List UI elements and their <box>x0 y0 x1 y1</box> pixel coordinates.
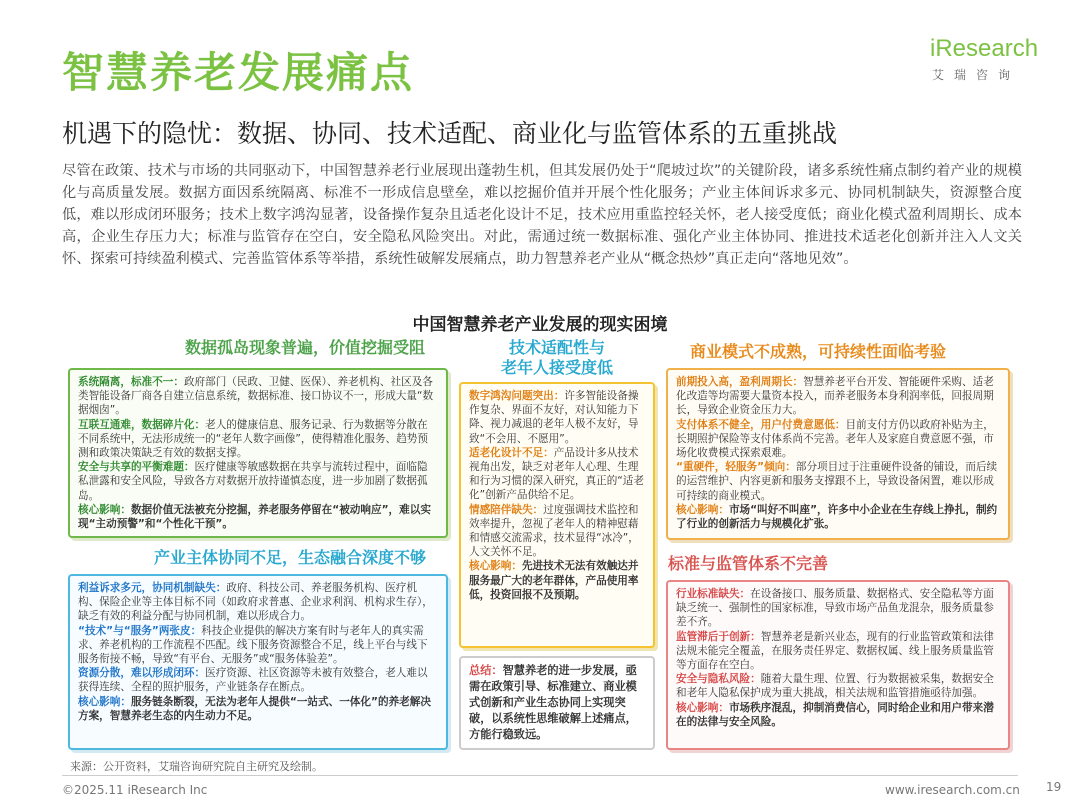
business-item: 支付体系不健全，用户付费意愿低：目前支付方仍以政府补贴为主，长期照护保险等支付体系尚不完善。老年人及家庭自费意愿不强，市场化收费模式探索艰难。 <box>676 418 994 460</box>
regulation-item: 监管滞后于创新：智慧养老是新兴业态，现有的行业监管政策和法律法规未能完全覆盖，在服务责任界定、数据权属、线上服务质量监管等方面存在空白。 <box>676 630 994 672</box>
page-title: 智慧养老发展痛点 <box>62 48 415 97</box>
regulation-impact: 核心影响：市场秩序混乱，抑制消费信心，同时给企业和用户带来潜在的法律与安全风险。 <box>676 701 994 728</box>
regulation-heading: 标准与监管体系不完善 <box>668 554 829 573</box>
data-island-impact: 核心影响：数据价值无法被充分挖掘，养老服务停留在“被动响应”，难以实现“主动预警”和“个性化干预”。 <box>78 503 431 531</box>
business-item: “重硬件，轻服务”倾向：部分项目过于注重硬件设备的铺设，而后续的运营维护、内容更新和服务支撑跟不上，导致设备闲置，难以形成可持续的商业模式。 <box>676 461 998 502</box>
figure-title: 中国智慧养老产业发展的现实困境 <box>412 315 668 335</box>
website-link[interactable]: www.iresearch.com.cn <box>885 783 1020 797</box>
source-note: 来源：公开资料，艾瑞咨询研究院自主研究及绘制。 <box>70 760 323 773</box>
summary-box <box>459 656 655 750</box>
tech-adapt-box <box>459 382 655 648</box>
tech-adapt-heading-line1: 技术适配性与 <box>508 338 605 357</box>
coordination-impact: 核心影响：服务链条断裂，无法为老年人提供“一站式、一体化”的养老解决方案，智慧养老生态的内生动力不足。 <box>78 695 431 722</box>
logo-brand: iResearch <box>930 35 1039 62</box>
data-island-item: 互联互通难，数据碎片化：老人的健康信息、服务记录、行为数据等分散在不同系统中，无法形成统一的“老年人数字画像”，使得精准化服务、趋势预测和政策决策缺乏有效的数据支撑。 <box>78 418 428 460</box>
business-item: 前期投入高，盈利周期长：智慧养老平台开发、智能硬件采购、适老化改造等均需要大量资本投入，而养老服务本身利润率低，回报周期长，导致企业资金压力大。 <box>676 376 994 417</box>
coordination-item: 资源分散，难以形成闭环：医疗资源、社区资源等未被有效整合，老人难以获得连续、全程的照护服务，产业链条存在断点。 <box>78 667 428 694</box>
page-number: 19 <box>1046 780 1062 794</box>
data-island-box <box>68 368 448 538</box>
summary-key: 总结： <box>469 664 503 677</box>
regulation-box <box>666 580 1010 750</box>
iresearch-logo <box>930 36 1050 96</box>
coordination-box <box>68 574 448 750</box>
tech-adapt-item: 情感陪伴缺失：过度强调技术监控和效率提升，忽视了老年人的精神慰藉和情感交流需求，技术显得“冰冷”，人文关怀不足。 <box>469 503 639 559</box>
page-subtitle: 机遇下的隐忧：数据、协同、技术适配、商业化与监管体系的五重挑战 <box>62 119 838 148</box>
regulation-item: 行业标准缺失：在设备接口、服务质量、数据格式、安全隐私等方面缺乏统一、强制性的国家标准，导致市场产品鱼龙混杂，服务质量参差不齐。 <box>676 588 994 629</box>
summary-text: 智慧养老的进一步发展，亟需在政策引导、标准建立、商业模式创新和产业生态协同上实现突破，以系统性思维破解上述痛点，方能行稳致远。 <box>469 664 637 741</box>
business-box <box>666 368 1010 540</box>
tech-adapt-heading-line2: 老年人接受度低 <box>500 358 613 377</box>
footer-divider <box>62 775 1018 776</box>
data-island-item: 系统隔离，标准不一：政府部门（民政、卫健、医保）、养老机构、社区及各类智能设备厂商各自建立信息系统，数据标准、接口协议不一，形成大量“数据烟囱”。 <box>78 376 434 417</box>
intro-paragraph: 尽管在政策、技术与市场的共同驱动下，中国智慧养老行业展现出蓬勃生机，但其发展仍处于“爬坡过坎”的关键阶段，诸多系统性痛点制约着产业的规模化与高质量发展。数据方面因系统隔离、标准不一形成信息壁垒，难以挖掘价值并开展个性化服务；产业主体间诉求多元、协同机制缺失，资源整合度低，难以形成闭环服务；技术上数字鸿沟显著，设备操作复杂且适老化设计不足，技术应用重监控轻关怀，老人接受度低；商业化模式盈利周期长、成本高，企业生存压力大；标准与监管存在空白，安全隐私风险突出。对此，需通过统一数据标准、强化产业主体协同、推进技术适老化创新并注入人文关怀、探索可持续盈利模式、完善监管体系等举措，系统性破解发展痛点，助力智慧养老产业从“概念热炒”真正走向“落地见效”。 <box>62 163 1022 267</box>
copyright: ©2025.11 iResearch Inc <box>62 783 208 797</box>
coordination-item: “技术”与“服务”两张皮：科技企业提供的解决方案有时与老年人的真实需求、养老机构的工作流程不匹配。线下服务资源整合不足，线上平台与线下服务衔接不畅，导致“有平台、无服务”或“服务体验差”。 <box>78 624 428 666</box>
tech-adapt-impact: 核心影响：先进技术无法有效触达并服务最广大的老年群体，产品使用率低，投资回报不及预期。 <box>469 560 639 601</box>
business-heading: 商业模式不成熟，可持续性面临考验 <box>689 342 946 361</box>
data-island-item: 安全与共享的平衡难题：医疗健康等敏感数据在共享与流转过程中，面临隐私泄露和安全风险，导致各方对数据开放持谨慎态度，进一步加剧了数据孤岛。 <box>78 461 428 502</box>
tech-adapt-heading <box>468 338 646 378</box>
business-impact: 核心影响：市场“叫好不叫座”，许多中小企业在生存线上挣扎，制约了行业的创新活力与规模化扩张。 <box>676 503 998 531</box>
data-island-heading: 数据孤岛现象普遍，价值挖掘受阻 <box>184 338 425 357</box>
logo-sub: 艾瑞咨询 <box>932 68 1021 82</box>
coordination-item: 利益诉求多元，协同机制缺失：政府、科技公司、养老服务机构、医疗机构、保险企业等主体目标不同（如政府求普惠、企业求利润、机构求生存），缺乏有效的利益分配与协同机制，难以形成合力。 <box>78 582 433 623</box>
coordination-heading: 产业主体协同不足，生态融合深度不够 <box>153 548 426 567</box>
regulation-item: 安全与隐私风险：随着大量生理、位置、行为数据被采集，数据安全和老年人隐私保护成为重大挑战，相关法规和监管措施亟待加强。 <box>676 673 994 700</box>
tech-adapt-item: 数字鸿沟问题突出：许多智能设备操作复杂、界面不友好，对认知能力下降、视力减退的老年人极不友好，导致“不会用、不愿用”。 <box>469 390 639 445</box>
tech-adapt-item: 适老化设计不足：产品设计多从技术视角出发，缺乏对老年人心理、生理和行为习惯的深入研究，真正的“适老化”创新产品供给不足。 <box>469 446 644 502</box>
